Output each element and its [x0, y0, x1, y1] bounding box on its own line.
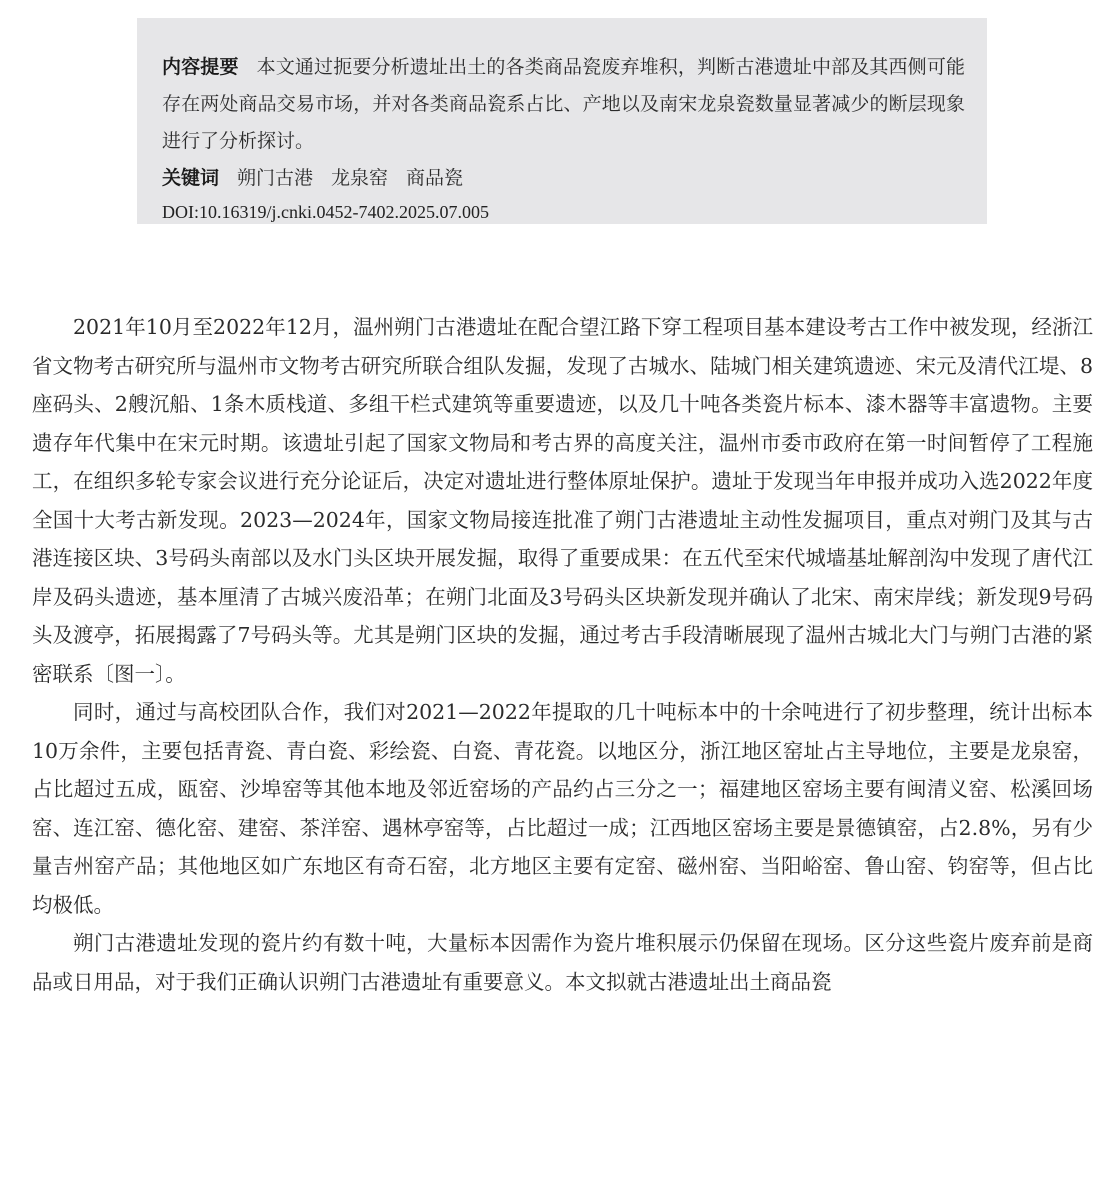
keywords-line — [162, 160, 965, 197]
keywords-label: 关键词 — [162, 167, 220, 189]
doi: DOI:10.16319/j.cnki.0452-7402.2025.07.005 — [162, 202, 489, 222]
body-paragraph: 2021年10月至2022年12月，温州朔门古港遗址在配合望江路下穿工程项目基本建设考古工作中被发现，经浙江省文物考古研究所与温州市文物考古研究所联合组队发掘，发现了古城水、陆城门相关建筑遗迹、宋元及清代江堤、8座码头、2艘沉船、1条木质栈道、多组干栏式建筑等重要遗迹，以及几十吨各类瓷片标本、漆木器等丰富遗物。主要遗存年代集中在宋元时期。该遗址引起了国家文物局和考古界的高度关注，温州市委市政府在第一时间暂停了工程施工，在组织多轮专家会议进行充分论证后，决定对遗址进行整体原址保护。遗址于发现当年申报并成功入选2022年度全国十大考古新发现。2023—2024年，国家文物局接连批准了朔门古港遗址主动性发掘项目，重点对朔门及其与古港连接区块、3号码头南部以及水门头区块开展发掘，取得了重要成果：在五代至宋代城墙基址解剖沟中发现了唐代江岸及码头遗迹，基本厘清了古城兴废沿革；在朔门北面及3号码头区块新发现并确认了北宋、南宋岸线；新发现9号码头及渡亭，拓展揭露了7号码头等。尤其是朔门区块的发掘，通过考古手段清晰展现了温州古城北大门与朔门古港的紧密联系〔图一〕。 — [32, 315, 1093, 686]
abstract-paragraph — [162, 49, 965, 160]
article-body — [32, 308, 1093, 1001]
keyword: 朔门古港 — [237, 167, 314, 189]
abstract-box — [137, 18, 987, 224]
keyword: 商品瓷 — [406, 167, 464, 189]
abstract-label: 内容提要 — [162, 56, 239, 78]
abstract-text: 本文通过扼要分析遗址出土的各类商品瓷废弃堆积，判断古港遗址中部及其西侧可能存在两处商品交易市场，并对各类商品瓷系占比、产地以及南宋龙泉瓷数量显著减少的断层现象进行了分析探讨。 — [162, 56, 965, 152]
body-paragraph: 朔门古港遗址发现的瓷片约有数十吨，大量标本因需作为瓷片堆积展示仍保留在现场。区分这些瓷片废弃前是商品或日用品，对于我们正确认识朔门古港遗址有重要意义。本文拟就古港遗址出土商品瓷 — [32, 931, 1093, 994]
body-paragraph: 同时，通过与高校团队合作，我们对2021—2022年提取的几十吨标本中的十余吨进行了初步整理，统计出标本10万余件，主要包括青瓷、青白瓷、彩绘瓷、白瓷、青花瓷。以地区分，浙江地区窑址占主导地位，主要是龙泉窑，占比超过五成，瓯窑、沙埠窑等其他本地及邻近窑场的产品约占三分之一；福建地区窑场主要有闽清义窑、松溪回场窑、连江窑、德化窑、建窑、茶洋窑、遇林亭窑等，占比超过一成；江西地区窑场主要是景德镇窑，占2.8%，另有少量吉州窑产品；其他地区如广东地区有奇石窑，北方地区主要有定窑、磁州窑、当阳峪窑、鲁山窑、钧窑等，但占比均极低。 — [32, 700, 1093, 917]
keyword: 龙泉窑 — [331, 167, 389, 189]
